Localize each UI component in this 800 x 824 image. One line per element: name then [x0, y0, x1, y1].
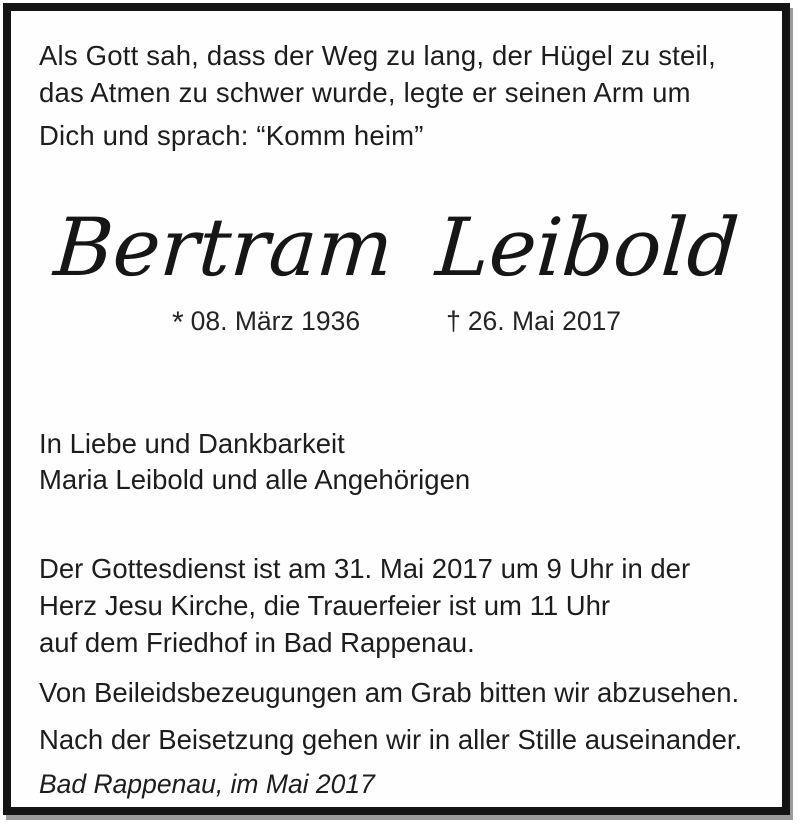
life-dates: [39, 306, 754, 340]
opening-verse-line1: Als Gott sah, dass der Weg zu lang, der Hügel zu steil,: [39, 40, 716, 71]
death-date: [446, 306, 621, 340]
birth-star-icon: *: [171, 306, 184, 339]
condolence-note: Von Beileidsbezeugungen am Grab bitten wir abzusehen.: [39, 677, 740, 708]
opening-verse: [39, 37, 754, 154]
death-date-text: 26. Mai 2017: [467, 306, 622, 336]
mourners-line1: In Liebe und Dankbarkeit: [39, 428, 345, 459]
obituary-frame: [3, 3, 790, 815]
mourners-block: [39, 426, 754, 498]
place-and-date: Bad Rappenau, im Mai 2017: [39, 769, 375, 799]
deceased-name: Bertram Leibold: [51, 201, 742, 294]
birth-date-text: 08. März 1936: [190, 306, 361, 336]
service-info: [39, 550, 754, 661]
opening-verse-line3: Dich und sprach: “Komm heim”: [39, 120, 424, 151]
mourners-line2: Maria Leibold und alle Angehörigen: [39, 464, 471, 495]
birth-date: [172, 306, 360, 340]
service-line3: auf dem Friedhof in Bad Rappenau.: [39, 627, 475, 658]
service-line1: Der Gottesdienst ist am 31. Mai 2017 um 9 Uhr in der: [39, 553, 691, 584]
closing-note: Nach der Beisetzung gehen wir in aller Stille auseinander.: [39, 724, 743, 755]
death-cross-icon: †: [446, 306, 461, 336]
service-line2: Herz Jesu Kirche, die Trauerfeier ist um 11 Uhr: [39, 590, 611, 621]
opening-verse-line2: das Atmen zu schwer wurde, legte er seinen Arm um: [39, 77, 691, 108]
